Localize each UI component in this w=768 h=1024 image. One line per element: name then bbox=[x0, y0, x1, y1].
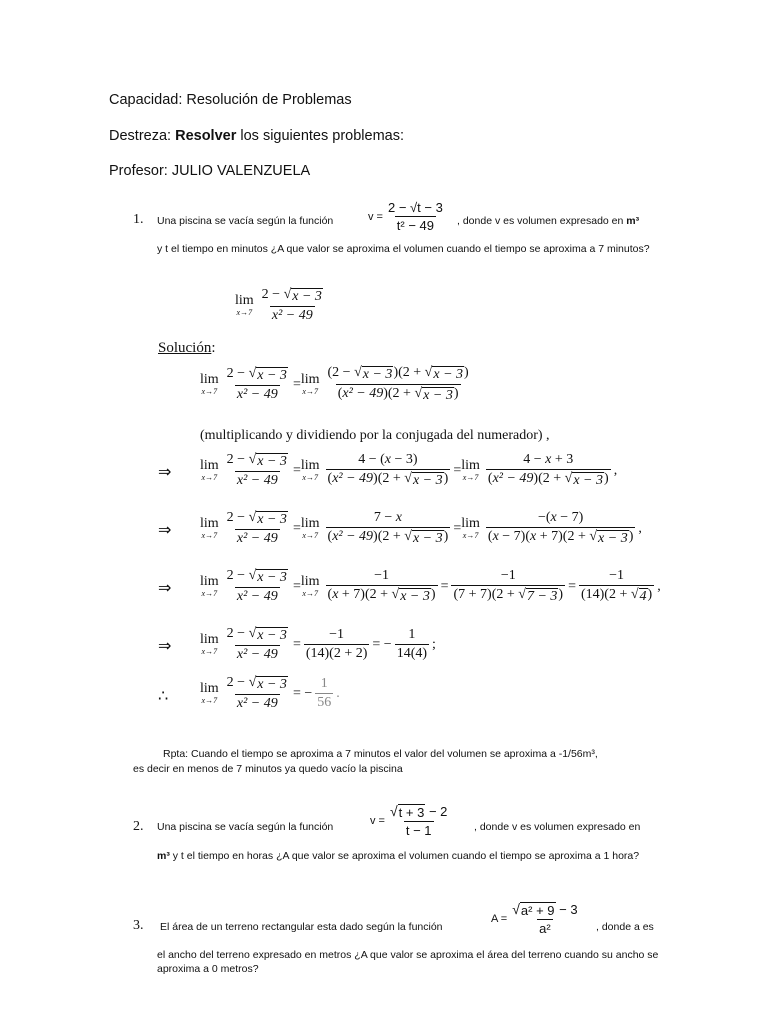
problem-2-func-lhs: v = bbox=[370, 815, 385, 827]
problem-1-unit: m³ bbox=[626, 215, 640, 227]
problem-3-text-b: , donde a es bbox=[596, 921, 654, 933]
problem-3-text-a: El área de un terreno rectangular esta dado según la función bbox=[160, 921, 443, 933]
implies-symbol: ⇒ bbox=[158, 636, 172, 655]
problem-3-function bbox=[491, 902, 583, 936]
problem-1-func-den: t² − 49 bbox=[396, 218, 435, 233]
problem-2-function bbox=[370, 804, 452, 838]
solution-note: (multiplicando y dividiendo por la conjugada del numerador) , bbox=[200, 428, 550, 443]
solution-step-3: lim x→7 2 − √ x − 3 x² − 49 = lim x→7 7 − x (x² − 49)(2 + √ x − 3 ) = lim x→7 −(x − 7) (x − 7)(x + 7)(2 + √ x − 3 ) , bbox=[200, 510, 642, 546]
problem-2-number: 2. bbox=[133, 819, 144, 834]
implies-symbol: ⇒ bbox=[158, 578, 172, 597]
solution-title: Solución: bbox=[158, 340, 216, 356]
destreza-prefix: Destreza: bbox=[109, 128, 176, 144]
profesor-line: Profesor: JULIO VALENZUELA bbox=[109, 163, 311, 179]
problem-2-text-c-label: y t el tiempo en horas ¿A que valor se aproxima el volumen cuando el tiempo se aproxima a 1 hora? bbox=[169, 850, 640, 862]
problem-3-number: 3. bbox=[133, 918, 144, 933]
solution-step-5: lim x→7 2 − √ x − 3 x² − 49 = $\frac{-1}{(14)(2 + 2)}$ = − $\frac{1}{14(4)}$ ; bbox=[200, 626, 436, 662]
problem-1-func-lhs: v = bbox=[368, 210, 383, 223]
limit-denominator: x² − 49 bbox=[271, 308, 313, 323]
problem-3-fraction bbox=[510, 902, 579, 936]
destreza-line bbox=[109, 128, 404, 144]
problem-3-func-den: a² bbox=[539, 921, 551, 936]
problem-2-func-den: t − 1 bbox=[405, 823, 432, 838]
solution-result: lim x→7 2 − √ x − 3 x² − 49 = − $\frac{1}{56}$ . bbox=[200, 675, 340, 711]
problem-1-text-b bbox=[457, 214, 639, 228]
problem-1-function bbox=[368, 200, 448, 233]
solution-step-2: lim x→7 2 − √ x − 3 x² − 49 = lim x→7 4 − (x − 3) (x² − 49)(2 + √ x − 3 ) = lim x→7 4 − x + 3 (x² − 49)(2 + √ x − 3 ) , bbox=[200, 452, 618, 488]
problem-1-number: 1. bbox=[133, 212, 144, 227]
solution-step-1: lim x→7 2 − √ x − 3 x² − 49 = lim x→7 (2 − √ x − 3 )(2 + √ x − 3 ) (x² − 49)(2 + √ x − 3 ) bbox=[200, 365, 469, 403]
problem-3-text-c: el ancho del terreno expresado en metros ¿A que valor se aproxima el área del terreno cuando su ancho se aproxima a 0 metros? bbox=[157, 949, 659, 975]
capacidad-line: Capacidad: Resolución de Problemas bbox=[109, 92, 352, 108]
problem-1-fraction bbox=[386, 200, 445, 233]
implies-symbol: ⇒ bbox=[158, 462, 172, 481]
limit-operator: lim x→7 bbox=[235, 293, 254, 317]
problem-1-text-b-label: , donde v es volumen expresado en bbox=[457, 215, 624, 227]
therefore-symbol: ∴ bbox=[158, 686, 169, 705]
limit-fraction bbox=[260, 287, 325, 324]
answer-line-1: Rpta: Cuando el tiempo se aproxima a 7 minutos el valor del volumen se aproxima a -1/56m³, bbox=[163, 748, 598, 760]
initial-limit bbox=[235, 287, 328, 324]
destreza-rest: los siguientes problemas: bbox=[236, 128, 405, 144]
problem-3-func-lhs: A = bbox=[491, 913, 508, 925]
problem-3-func-num: √ a² + 9 − 3 bbox=[512, 901, 578, 918]
answer-line-2: es decir en menos de 7 minutos ya quedo vacío la piscina bbox=[133, 763, 403, 775]
problem-2-text-a: Una piscina se vacía según la función bbox=[157, 821, 334, 833]
destreza-bold: Resolver bbox=[175, 128, 237, 144]
problem-2-func-num: √ t + 3 − 2 bbox=[389, 803, 448, 820]
problem-1-text-a: Una piscina se vacía según la función bbox=[157, 215, 334, 227]
problem-2-text-c bbox=[157, 849, 667, 863]
problem-1-func-num: 2 − √t − 3 bbox=[387, 200, 443, 215]
solution-step-4: lim x→7 2 − √ x − 3 x² − 49 = lim x→7 −1 (x + 7)(2 + √ x − 3 ) = −1 (7 + 7)(2 + √ 7 − 3 ) = −1 (14)(2 + √ 4 ) , bbox=[200, 568, 661, 604]
problem-2-unit: m³ bbox=[157, 850, 170, 862]
implies-symbol: ⇒ bbox=[158, 520, 172, 539]
limit-numerator: 2 − √ x − 3 bbox=[261, 287, 322, 304]
problem-2-text-b: , donde v es volumen expresado en bbox=[474, 821, 641, 833]
problem-2-fraction bbox=[388, 804, 449, 838]
problem-1-text-c: y t el tiempo en minutos ¿A que valor se aproxima el volumen cuando el tiempo se aproxima a 7 minutos? bbox=[157, 243, 650, 255]
